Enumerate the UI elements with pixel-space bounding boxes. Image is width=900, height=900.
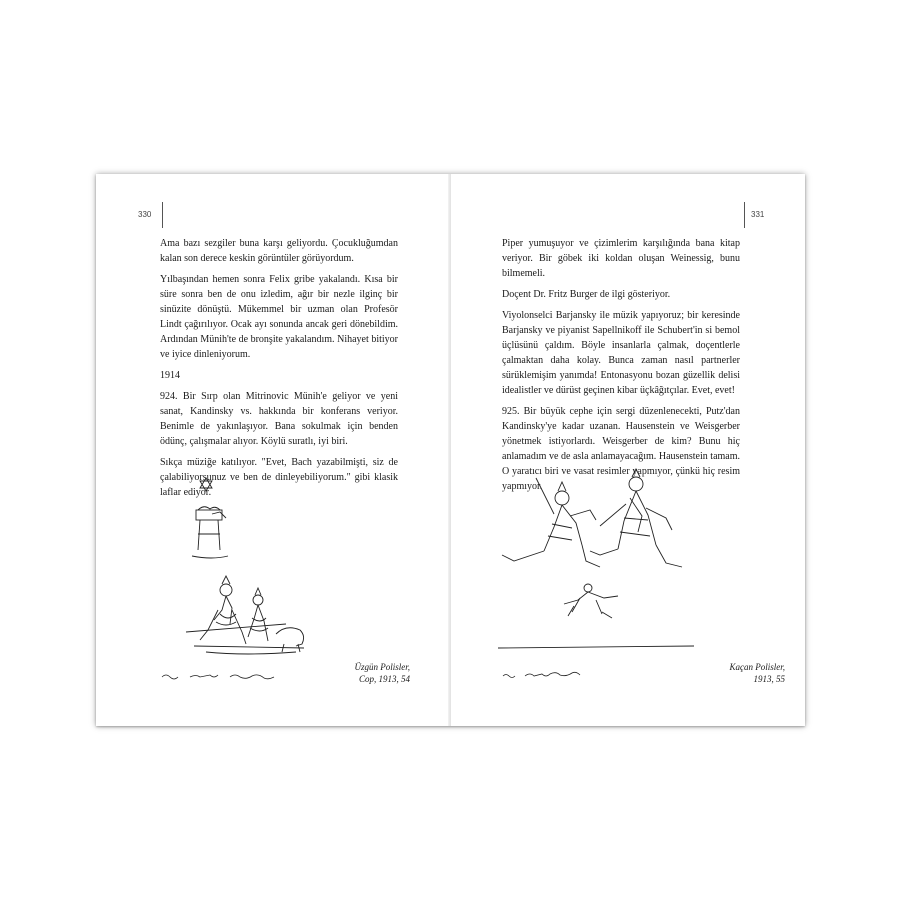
paragraph: Piper yumuşuyor ve çizimlerim karşılığında bana kitap veriyor. Bir göbek iki koldan oluşan Weinessig, bunu bilmemeli. [502, 238, 740, 279]
caption-detail: Cop, 1913, 54 [358, 674, 410, 684]
caption-title: Kaçan Polisler, [729, 662, 785, 672]
page-number-rule [162, 202, 163, 228]
artist-signature-sketch-icon [501, 670, 621, 680]
artist-signature-sketch-icon [160, 671, 310, 681]
right-page [451, 174, 805, 726]
left-page [96, 174, 450, 726]
open-book [96, 174, 805, 726]
star-of-david-sketch-icon [186, 474, 246, 564]
paragraph: Viyolonselci Barjansky ile müzik yapıyoruz; bir keresinde Barjansky ve piyanist Sapellnikoff ile Schubert'in si bemol üçlüsünü çaldım. Böyle insanlarla çalmak, doçentlerle çalmaktan daha kolay. Bunca zaman nasıl partnerler sürüklemişim yanımda! Entonasyonu bozan güzellik delisi idealistler ve dürüst geçinen kibar üçkâğıtçılar. Evet, evet! [502, 310, 740, 396]
left-figure-caption [354, 661, 410, 685]
police-sketch-icon [176, 574, 316, 664]
right-body-text [502, 236, 740, 500]
right-figure-caption [730, 661, 786, 685]
caption-detail: 1913, 55 [753, 674, 785, 684]
paragraph: Ama bazı sezgiler buna karşı geliyordu. Çocukluğumdan kalan son derece keskin görüntüler görüyordum. [160, 238, 398, 264]
page-number-right: 331 [751, 210, 765, 219]
left-body-text [160, 236, 398, 506]
fleeing-police-sketch-icon [496, 464, 696, 654]
year-heading: 1914 [160, 370, 180, 381]
page-number-rule [744, 202, 745, 228]
paragraph: Yılbaşından hemen sonra Felix gribe yakalandı. Kısa bir süre sonra ben de onu izledim, ağır bir nezle ilginç bir sinüzite dönüştü. Mükemmel bir uzman olan Profesör Lindt çağırılıyor. Ocak ayı sonunda ancak geri dönebildim. Ardından Münih'te de bronşite yakalandım. Nihayet bitiyor ve iyice dinleniyorum. [160, 274, 398, 360]
paragraph: 924. Bir Sırp olan Mitrinovic Münih'e geliyor ve yeni sanat, Kandinsky vs. hakkında bir konferans veriyor. Benimle de yakınlaşıyor. Bana sokulmak için benden ödünç, çalışmalar alıyor. Köylü suratlı, iyi biri. [160, 391, 398, 447]
page-number-left: 330 [138, 210, 152, 219]
paragraph: Doçent Dr. Fritz Burger de ilgi gösteriyor. [502, 289, 671, 300]
paragraph: 925. Bir büyük cephe için sergi düzenlenecekti, Putz'dan Kandinsky'ye kadar uzanan. Hausenstein ve Weisgerber yönetmek istiyorlardı. Weisgerber de kim? Bunu hiç anlamadım ve de asla anlamayacağım. Hausenstein tamam. O yaratıcı biri ve vasat resimler yapmıyor, çünkü hiç resim yapmıyor. [502, 406, 740, 492]
paragraph: Sıkça müziğe katılıyor. "Evet, Bach yazabilmişti, siz de çalabiliyorsunuz ve ben de dinleyebiliyorum." gibi klasik laflar ediyor. [160, 457, 398, 498]
caption-title: Üzgün Polisler, [354, 662, 410, 672]
